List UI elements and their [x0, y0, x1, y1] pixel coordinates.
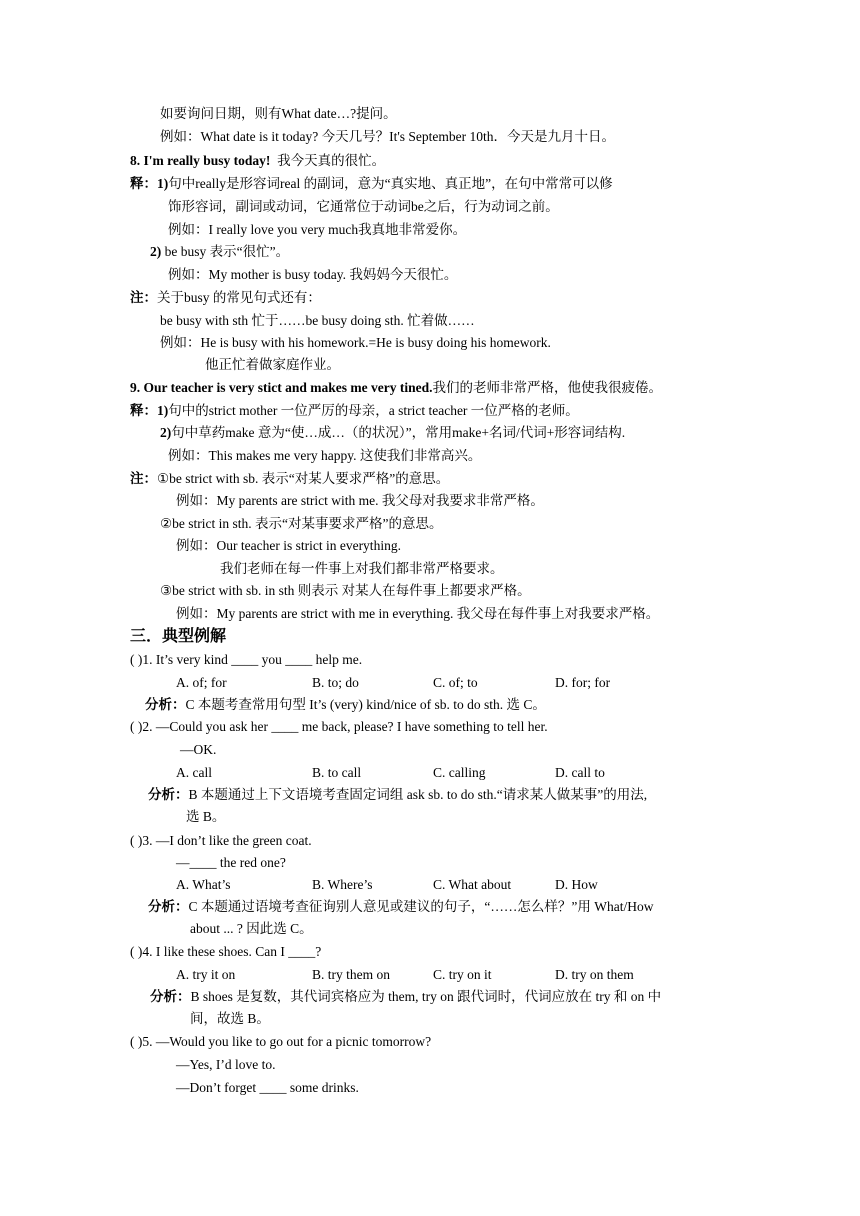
- text-line: 间，故选 B。: [190, 1011, 270, 1026]
- text-line: 例如：Our teacher is strict in everything.: [176, 538, 401, 553]
- text-line: 如要询问日期，则有What date…?提问。: [160, 106, 397, 121]
- text-line: 例如：This makes me very happy. 这使我们非常高兴。: [168, 448, 482, 463]
- analysis-label: 分析：: [148, 787, 189, 802]
- point-number: 2): [150, 244, 162, 259]
- option-b: B. try them on: [312, 967, 390, 982]
- text-line: ③be strict with sb. in sth 则表示 对某人在每件事上都要求严格。: [160, 583, 531, 598]
- text-line: 饰形容词，副词或动词，它通常位于动词be之后，行为动词之前。: [168, 199, 559, 214]
- text-line: ①be strict with sb. 表示“对某人要求严格”的意思。: [157, 471, 450, 486]
- option-b: B. to call: [312, 765, 362, 780]
- text-line: 例如：What date is it today? 今天几号？It's September 10th．今天是九月十日。: [160, 129, 615, 144]
- text-line: 例如：My parents are strict with me in everything. 我父母在每件事上对我要求严格。: [176, 606, 660, 621]
- analysis-label: 分析：: [148, 899, 189, 914]
- text-line: 句中really是形容词real 的副词，意为“真实地、真正地”，在句中常常可以修: [168, 176, 613, 191]
- text-line: —____ the red one?: [176, 855, 286, 870]
- analysis-label: 分析：: [150, 989, 191, 1004]
- option-d: D. for; for: [555, 675, 611, 690]
- sentence-zh: 我今天真的很忙。: [277, 153, 386, 168]
- analysis-label: 分析：: [145, 697, 186, 712]
- text-line: 例如：I really love you very much我真地非常爱你。: [168, 222, 467, 237]
- text-line: be busy 表示“很忙”。: [164, 244, 290, 259]
- text-line: 他正忙着做家庭作业。: [205, 357, 340, 372]
- explanation-line: [130, 175, 613, 193]
- explain-label: 释：: [130, 176, 157, 191]
- option-b: B. Where’s: [312, 877, 373, 892]
- note-label: 注：: [130, 471, 157, 486]
- question-stem: ( )1. It’s very kind ____ you ____ help me.: [130, 652, 363, 667]
- question-stem: ( )4. I like these shoes. Can I ____?: [130, 944, 322, 959]
- text-line: —Don’t forget ____ some drinks.: [176, 1080, 359, 1095]
- option-c: C. What about: [433, 877, 512, 892]
- option-d: D. call to: [555, 765, 605, 780]
- text-line: B shoes 是复数，其代词宾格应为 them, try on 跟代词时，代词应放在 try 和 on 中: [190, 989, 662, 1004]
- analysis-line: [145, 696, 546, 714]
- explain-label: 释：: [130, 403, 157, 418]
- option-a: A. What’s: [176, 877, 231, 892]
- option-c: C. try on it: [433, 967, 492, 982]
- text-line: 例如：He is busy with his homework.=He is busy doing his homework.: [160, 335, 551, 350]
- option-a: A. call: [176, 765, 212, 780]
- point-number: 2): [160, 425, 172, 440]
- text-line: 我们老师在每一件事上对我们都非常严格要求。: [220, 561, 504, 576]
- text-line: C 本题通过语境考查征询别人意见或建议的句子，“……怎么样？”用 What/How: [188, 899, 654, 914]
- text-line: 选 B。: [186, 809, 226, 824]
- explanation-line: [150, 243, 289, 261]
- text-line: C 本题考查常用句型 It’s (very) kind/nice of sb. to do sth. 选 C。: [185, 697, 546, 712]
- sentence-en: I'm really busy today!: [143, 153, 271, 168]
- option-a: A. try it on: [176, 967, 236, 982]
- text-line: —Yes, I’d love to.: [176, 1057, 276, 1072]
- option-a: A. of; for: [176, 675, 227, 690]
- note-line: [130, 470, 449, 488]
- text-line: be busy with sth 忙于……be busy doing sth. 忙着做……: [160, 313, 475, 328]
- text-line: 例如：My parents are strict with me. 我父母对我要求非常严格。: [176, 493, 544, 508]
- text-line: B 本题通过上下文语境考查固定词组 ask sb. to do sth.“请求某人做某事”的用法,: [188, 787, 648, 802]
- item-heading: [130, 379, 662, 397]
- analysis-line: [150, 988, 661, 1006]
- question-stem: ( )5. —Would you like to go out for a picnic tomorrow?: [130, 1034, 432, 1049]
- text-line: 句中草药make 意为“使…成…（的状况）”，常用make+名词/代词+形容词结构.: [171, 425, 626, 440]
- text-line: 句中的strict mother 一位严厉的母亲，a strict teacher 一位严格的老师。: [168, 403, 579, 418]
- text-line: —OK.: [180, 742, 217, 757]
- option-c: C. calling: [433, 765, 486, 780]
- analysis-line: [148, 898, 653, 916]
- text-line: about ... ? 因此选 C。: [190, 921, 313, 936]
- note-label: 注：: [130, 290, 157, 305]
- explanation-line: [130, 402, 579, 420]
- question-stem: ( )3. —I don’t like the green coat.: [130, 833, 312, 848]
- point-number: 1): [157, 176, 169, 191]
- option-c: C. of; to: [433, 675, 478, 690]
- analysis-line: [148, 786, 647, 804]
- option-d: D. How: [555, 877, 598, 892]
- text-line: ②be strict in sth. 表示“对某事要求严格”的意思。: [160, 516, 443, 531]
- item-number: 8.: [130, 153, 141, 168]
- text-line: 例如：My mother is busy today. 我妈妈今天很忙。: [168, 267, 458, 282]
- sentence-en: 9. Our teacher is very stict and makes me very tined.: [130, 380, 433, 395]
- explanation-line: [160, 424, 625, 442]
- point-number: 1): [157, 403, 169, 418]
- item-heading: [130, 152, 385, 170]
- text-line: 关于busy 的常见句式还有：: [157, 290, 321, 305]
- question-stem: ( )2. —Could you ask her ____ me back, please? I have something to tell her.: [130, 719, 548, 734]
- option-d: D. try on them: [555, 967, 634, 982]
- note-line: [130, 289, 321, 307]
- sentence-zh: 我们的老师非常严格，他使我很疲倦。: [432, 380, 662, 395]
- section-heading: 三．典型例解: [130, 628, 227, 645]
- option-b: B. to; do: [312, 675, 359, 690]
